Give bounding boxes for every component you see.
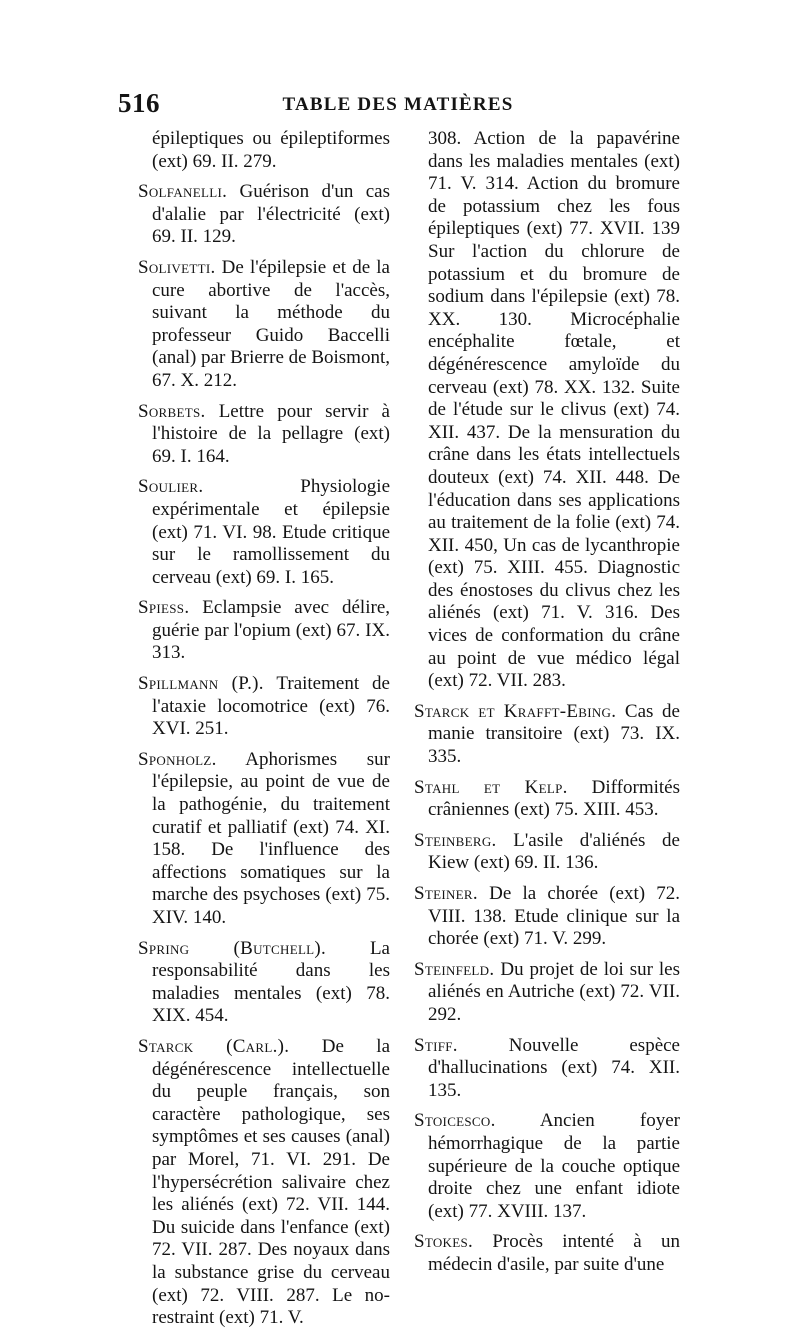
entry-author: Stahl et Kelp. (414, 776, 568, 798)
entry-text: De la dégénérescence intellectuelle du peuple français, son caractère pathologique, ses symptômes et ses causes (anal) par Morel, 71. VI. 291. De l'hypersécrétion salivaire chez les aliénés (ext) 72. VII. 144. Du suicide dans l'enfance (ext) 72. VII. 287. Des noyaux dans la substance grise du cerveau (ext) 72. VIII. 287. Le no-restraint (ext) 71. V. (152, 1035, 390, 1329)
entry-author: Stoicesco. (414, 1110, 496, 1132)
page-header (118, 88, 678, 128)
index-entry (414, 128, 680, 693)
page-number: 516 (118, 88, 160, 118)
entry-text: Procès intenté à un médecin d'asile, par suite d'une (428, 1231, 680, 1275)
index-entry (414, 1110, 680, 1223)
entry-author: Sorbets. (138, 400, 206, 422)
entry-text: 308. Action de la papavérine dans les maladies mentales (ext) 71. V. 314. Action du bromure de potassium chez les fous épileptiques (ext) 77. XVII. 139 Sur l'action du chlorure de potassium et du bromure de sodium dans l'épilepsie (ext) 78. XX. 130. Microcéphalie encéphalite fœtale, et dégénérescence amyloïde du cerveau (ext) 78. XX. 132. Suite de l'étude sur le clivus (ext) 74. XII. 437. De la mensuration du crâne dans les états intellectuels douteux (ext) 74. XII. 448. De l'éducation dans ses applications au traitement de la folie (ext) 74. XII. 450, Un cas de lycanthropie (ext) 75. XIII. 455. Diagnostic des énostoses du clivus chez les aliénés (ext) 71. V. 316. Des vices de conformation du crâne au point de vue médico légal (ext) 72. VII. 283. (428, 128, 680, 692)
index-entry (138, 673, 390, 741)
index-entry (138, 181, 390, 249)
index-entry (138, 476, 390, 589)
entry-author: Soulier. (138, 476, 204, 498)
entry-text: Cas de manie transitoire (ext) 73. IX. 335. (428, 700, 680, 768)
entry-author: Starck (Carl.). (138, 1035, 290, 1057)
entry-text: Physiologie expérimentale et épilepsie (ext) 71. VI. 98. Etude critique sur le ramollissement du cerveau (ext) 69. I. 165. (152, 476, 390, 588)
index-entry (138, 749, 390, 930)
entry-text: Traitement de l'ataxie locomotrice (ext) 76. XVI. 251. (152, 673, 390, 740)
index-entry (414, 830, 680, 875)
entry-text: épileptiques ou épileptiformes (ext) 69. II. 279. (152, 128, 390, 172)
running-title: TABLE DES MATIÈRES (282, 94, 514, 115)
entry-author: Spring (Butchell). (138, 937, 327, 959)
entry-text: L'asile d'aliénés de Kiew (ext) 69. II. 136. (428, 829, 680, 874)
entry-text: La responsabilité dans les maladies mentales (ext) 78. XIX. 454. (152, 937, 390, 1027)
entry-author: Steinfeld. (414, 958, 495, 980)
entry-text: Eclampsie avec délire, guérie par l'opium (ext) 67. IX. 313. (152, 597, 390, 664)
index-entry (138, 128, 390, 173)
entry-author: Stokes. (414, 1231, 474, 1253)
left-column (138, 128, 390, 1338)
entry-text: Guérison d'un cas d'alalie par l'électricité (ext) 69. II. 129. (152, 181, 390, 248)
index-entry (138, 1036, 390, 1330)
entry-text: Aphorismes sur l'épilepsie, au point de vue de la pathogénie, du traitement curatif et palliatif (ext) 74. XI. 158. De l'influence des affections somatiques sur la marche des psychoses (ext) 75. XIV. 140. (152, 748, 390, 928)
entry-author: Solivetti. (138, 256, 216, 278)
index-entry (138, 257, 390, 393)
entry-author: Spiess. (138, 597, 190, 619)
entry-text: Du projet de loi sur les aliénés en Autriche (ext) 72. VII. 292. (428, 958, 680, 1025)
entry-author: Spillmann (P.). (138, 673, 264, 695)
entry-author: Steiner. (414, 883, 478, 904)
entry-text: Ancien foyer hémorrhagique de la partie supérieure de la couche optique droite chez une enfant idiote (ext) 77. XVIII. 137. (428, 1110, 680, 1222)
right-column (414, 128, 680, 1285)
entry-author: Steinberg. (414, 829, 497, 851)
index-entry (138, 401, 390, 469)
index-entry (414, 1035, 680, 1103)
index-entry (138, 597, 390, 665)
index-entry (414, 701, 680, 769)
entry-text: De la chorée (ext) 72. VIII. 138. Etude clinique sur la chorée (ext) 71. V. 299. (428, 883, 680, 950)
entry-author: Stiff. (414, 1034, 458, 1056)
entry-author: Solfanelli. (138, 181, 228, 203)
entry-text: Lettre pour servir à l'histoire de la pellagre (ext) 69. I. 164. (152, 400, 390, 467)
entry-author: Sponholz. (138, 748, 217, 770)
entry-author: Starck et Krafft-Ebing. (414, 700, 617, 722)
index-entry (414, 959, 680, 1027)
entry-text: De l'épilepsie et de la cure abortive de l'accès, suivant la méthode du professeur Guido Baccelli (anal) par Brierre de Boismont, 67. X. 212. (152, 256, 390, 391)
entry-text: Difformités crâniennes (ext) 75. XIII. 453. (428, 776, 680, 821)
index-entry (138, 938, 390, 1028)
index-entry (414, 883, 680, 951)
index-entry (414, 777, 680, 822)
entry-text: Nouvelle espèce d'hallucinations (ext) 74. XII. 135. (428, 1034, 680, 1101)
